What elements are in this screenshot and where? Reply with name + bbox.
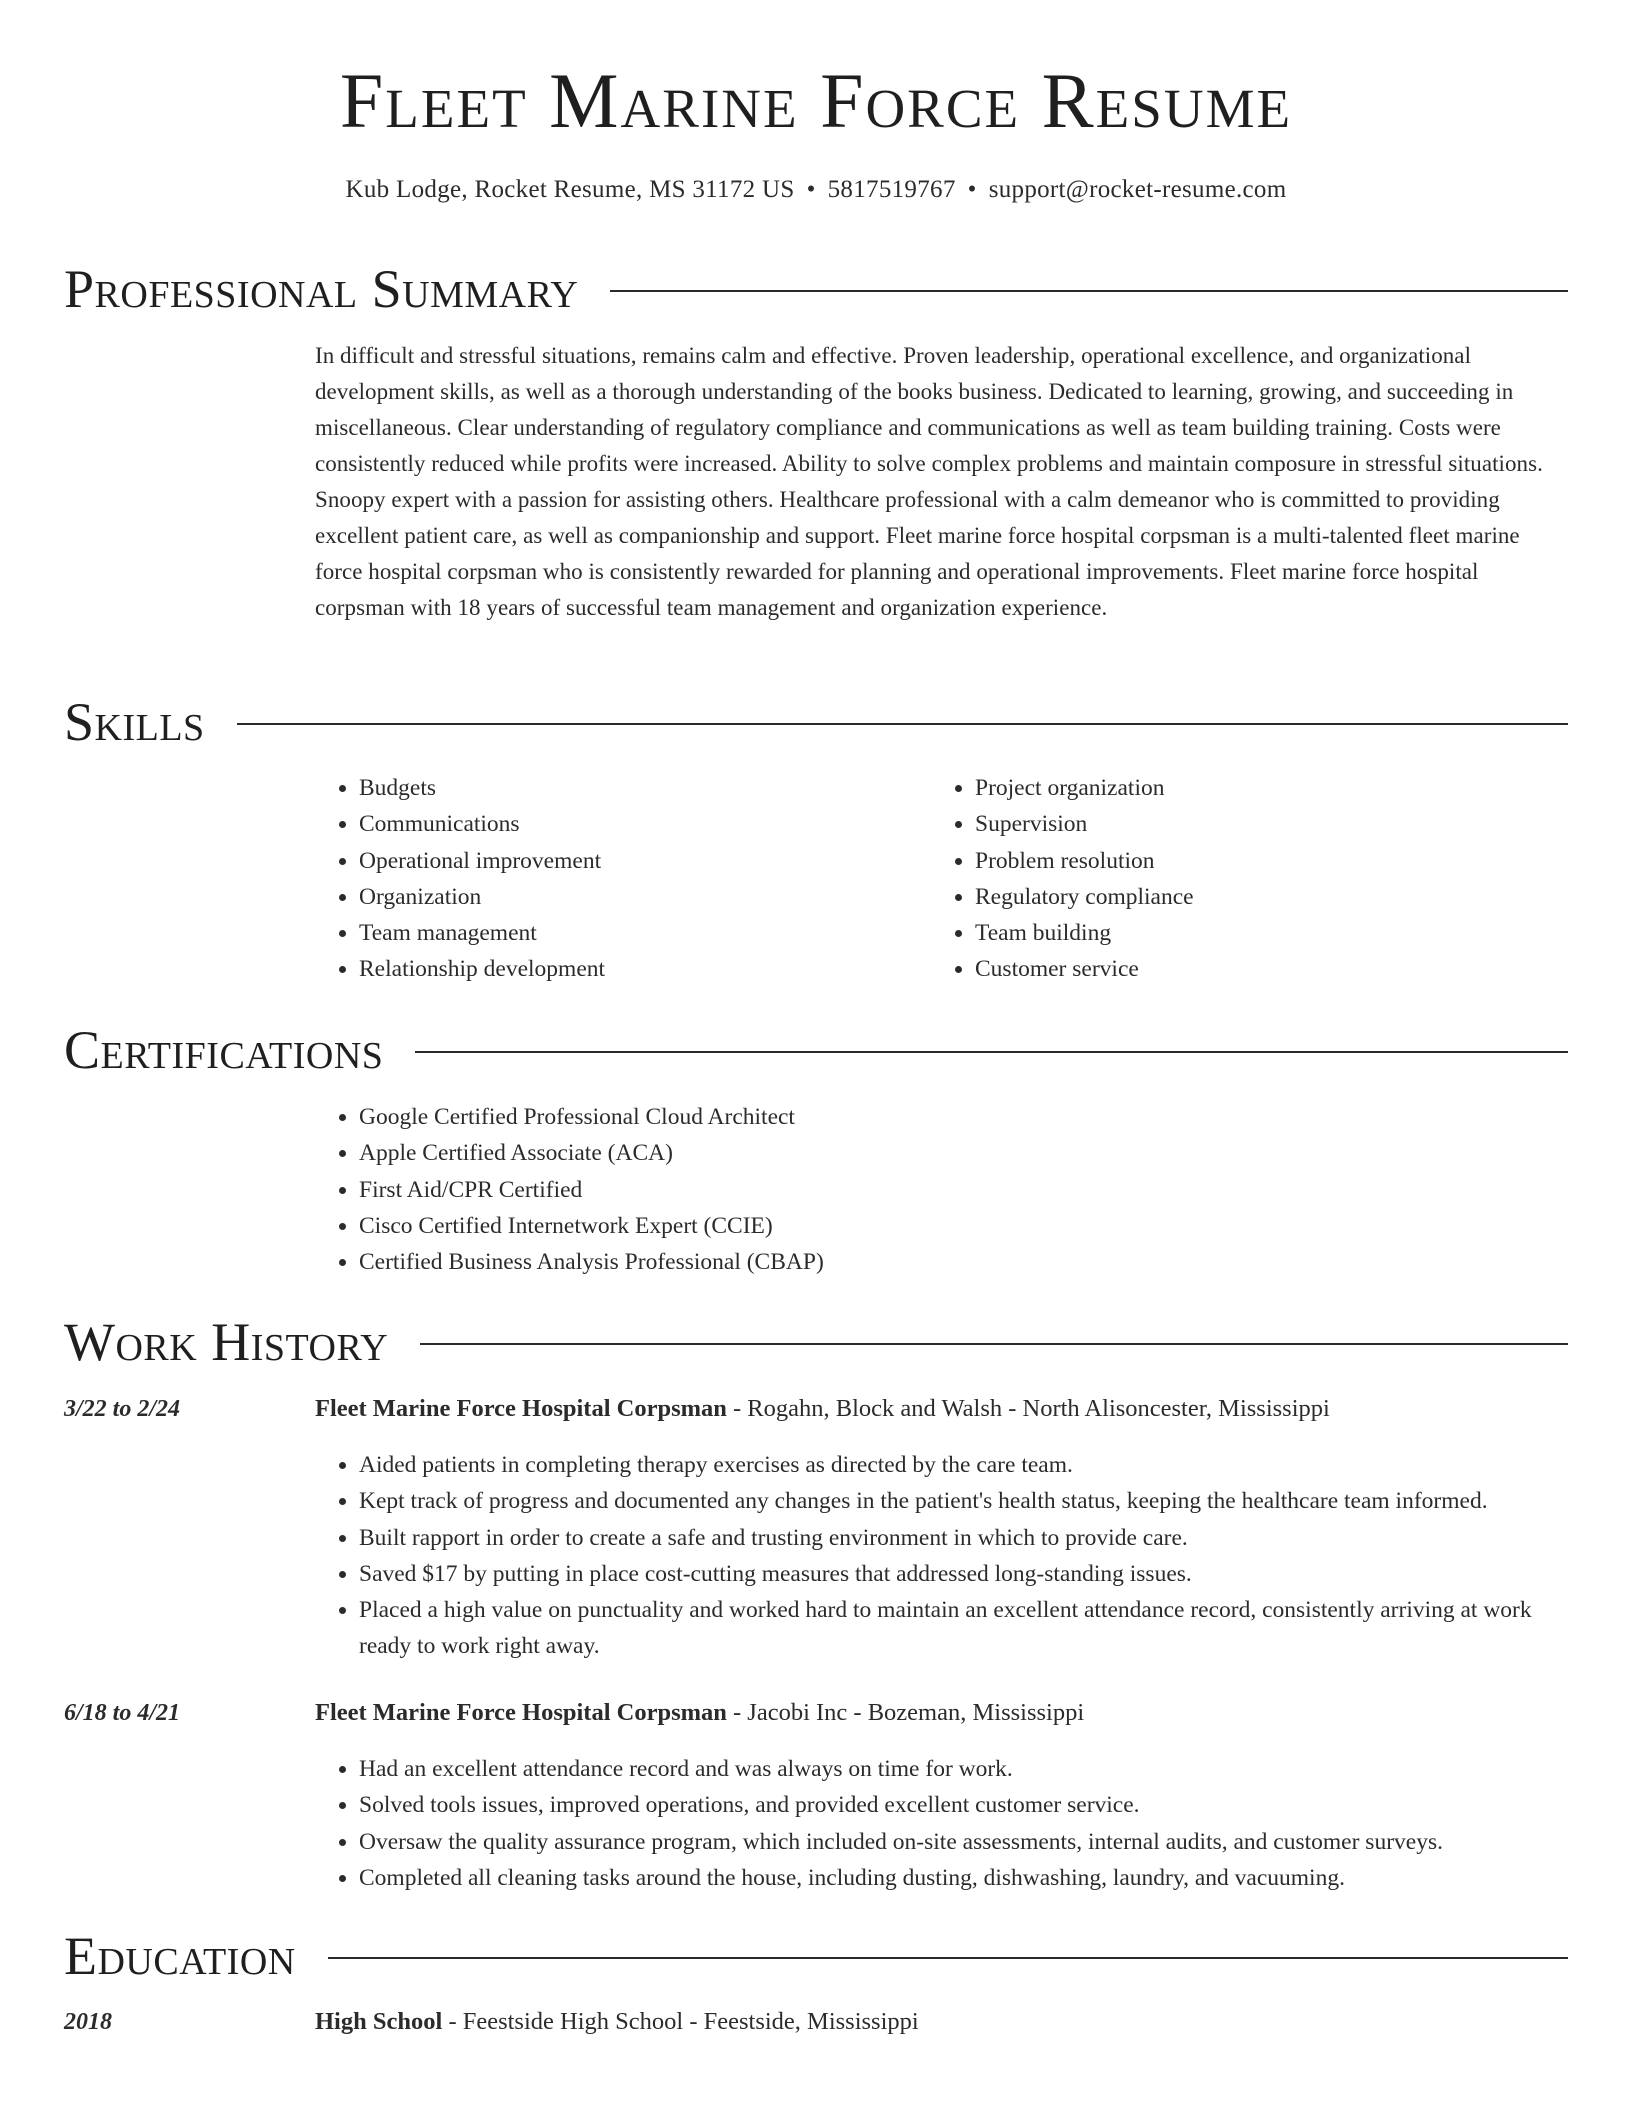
job-heading bbox=[315, 1699, 1084, 1727]
job-bullet: • Aided patients in completing therapy exercises as directed by the care team. bbox=[359, 1447, 1580, 1483]
skill-item: • Team management bbox=[359, 915, 605, 951]
work-section-header bbox=[64, 1312, 1568, 1372]
contact-email: support@rocket-resume.com bbox=[988, 176, 1287, 203]
education-heading: Education bbox=[64, 1926, 296, 1986]
certification-item: • Certified Business Analysis Professional (CBAP) bbox=[359, 1244, 824, 1280]
summary-text: In difficult and stressful situations, remains calm and effective. Proven leadership, operational excellence, and organizational development skills, as well as a thorough understanding of the books business. Dedicated to learning, growing, and succeeding in miscellaneous. Clear understanding of regulatory compliance and communications as well as team building training. Costs were consistently reduced while profits were increased. Ability to solve complex problems and maintain composure in stressful situations. Snoopy expert with a passion for assisting others. Healthcare professional with a calm demeanor who is committed to providing excellent patient care, as well as companionship and support. Fleet marine force hospital corpsman is a multi-talented fleet marine force hospital corpsman who is consistently rewarded for planning and operational improvements. Fleet marine force hospital corpsman with 18 years of successful team management and organization experience. bbox=[315, 343, 1543, 620]
skill-item: • Operational improvement bbox=[359, 843, 605, 879]
job-bullet: • Saved $17 by putting in place cost-cutting measures that addressed long-standing issues. bbox=[359, 1556, 1580, 1592]
certifications-section-header bbox=[64, 1020, 1568, 1080]
contact-address: Kub Lodge, Rocket Resume, MS 31172 US bbox=[345, 176, 795, 203]
summary-heading: Professional Summary bbox=[64, 259, 579, 319]
skills-right-list bbox=[931, 770, 1194, 988]
job-bullet: • Placed a high value on punctuality and worked hard to maintain an excellent attendance record, consistently arriving at work ready to work right away. bbox=[359, 1592, 1580, 1665]
job-bullet: • Had an excellent attendance record and was always on time for work. bbox=[359, 1751, 1580, 1787]
section-divider bbox=[415, 1051, 1568, 1053]
skill-item: • Relationship development bbox=[359, 951, 605, 987]
skill-item: • Regulatory compliance bbox=[975, 879, 1194, 915]
skills-right-column bbox=[931, 770, 1194, 988]
job-bullet: • Solved tools issues, improved operations, and provided excellent customer service. bbox=[359, 1787, 1580, 1823]
certification-item: • First Aid/CPR Certified bbox=[359, 1172, 824, 1208]
skills-section-header bbox=[64, 692, 1568, 752]
skill-item: • Customer service bbox=[975, 951, 1194, 987]
job-bullet: • Kept track of progress and documented any changes in the patient's health status, keeping the healthcare team informed. bbox=[359, 1483, 1580, 1519]
section-divider bbox=[237, 723, 1568, 725]
skill-item: • Communications bbox=[359, 806, 605, 842]
job-title: Fleet Marine Force Hospital Corpsman bbox=[315, 1699, 727, 1726]
skills-left-column bbox=[315, 770, 605, 988]
job-bullets-container bbox=[315, 1751, 1580, 1896]
job-employer: - Jacobi Inc - Bozeman, Mississippi bbox=[726, 1699, 1085, 1726]
skill-item: • Project organization bbox=[975, 770, 1194, 806]
education-degree: High School bbox=[315, 2008, 443, 2035]
section-divider bbox=[610, 290, 1568, 292]
summary-section-header bbox=[64, 259, 1568, 319]
education-year: 2018 bbox=[64, 2009, 112, 2035]
certification-item: • Cisco Certified Internetwork Expert (CCIE) bbox=[359, 1208, 824, 1244]
contact-separator: • bbox=[967, 176, 977, 203]
job-bullet: • Built rapport in order to create a safe and trusting environment in which to provide care. bbox=[359, 1520, 1580, 1556]
education-entry bbox=[315, 2008, 919, 2036]
certifications-heading: Certifications bbox=[64, 1020, 384, 1080]
skills-heading: Skills bbox=[64, 692, 205, 752]
certifications-list bbox=[315, 1099, 824, 1280]
job-dates: 3/22 to 2/24 bbox=[64, 1396, 181, 1422]
education-school: - Feestside High School - Feestside, Mississippi bbox=[442, 2008, 919, 2035]
resume-name: Fleet Marine Force Resume bbox=[339, 57, 1293, 144]
certification-item: • Apple Certified Associate (ACA) bbox=[359, 1135, 824, 1171]
contact-phone: 5817519767 bbox=[827, 176, 956, 203]
job-employer: - Rogahn, Block and Walsh - North Alisoncester, Mississippi bbox=[726, 1395, 1330, 1422]
job-heading bbox=[315, 1395, 1330, 1423]
job-bullet-list bbox=[315, 1751, 1580, 1896]
skill-item: • Problem resolution bbox=[975, 843, 1194, 879]
certification-item: • Google Certified Professional Cloud Architect bbox=[359, 1099, 824, 1135]
job-dates: 6/18 to 4/21 bbox=[64, 1700, 181, 1726]
job-bullet: • Completed all cleaning tasks around the house, including dusting, dishwashing, laundry, and vacuuming. bbox=[359, 1860, 1580, 1896]
job-title: Fleet Marine Force Hospital Corpsman bbox=[315, 1395, 727, 1422]
job-bullet: • Oversaw the quality assurance program, which included on-site assessments, internal audits, and customer surveys. bbox=[359, 1824, 1580, 1860]
work-heading: Work History bbox=[64, 1312, 389, 1372]
contact-separator: • bbox=[806, 176, 816, 203]
section-divider bbox=[328, 1957, 1568, 1959]
skill-item: • Supervision bbox=[975, 806, 1194, 842]
contact-line bbox=[0, 176, 1632, 204]
education-section-header bbox=[64, 1926, 1568, 1986]
certifications-list-container bbox=[315, 1099, 824, 1280]
section-divider bbox=[420, 1343, 1568, 1345]
skill-item: • Budgets bbox=[359, 770, 605, 806]
skill-item: • Team building bbox=[975, 915, 1194, 951]
skill-item: • Organization bbox=[359, 879, 605, 915]
job-bullets-container bbox=[315, 1447, 1580, 1665]
skills-left-list bbox=[315, 770, 605, 988]
job-bullet-list bbox=[315, 1447, 1580, 1665]
